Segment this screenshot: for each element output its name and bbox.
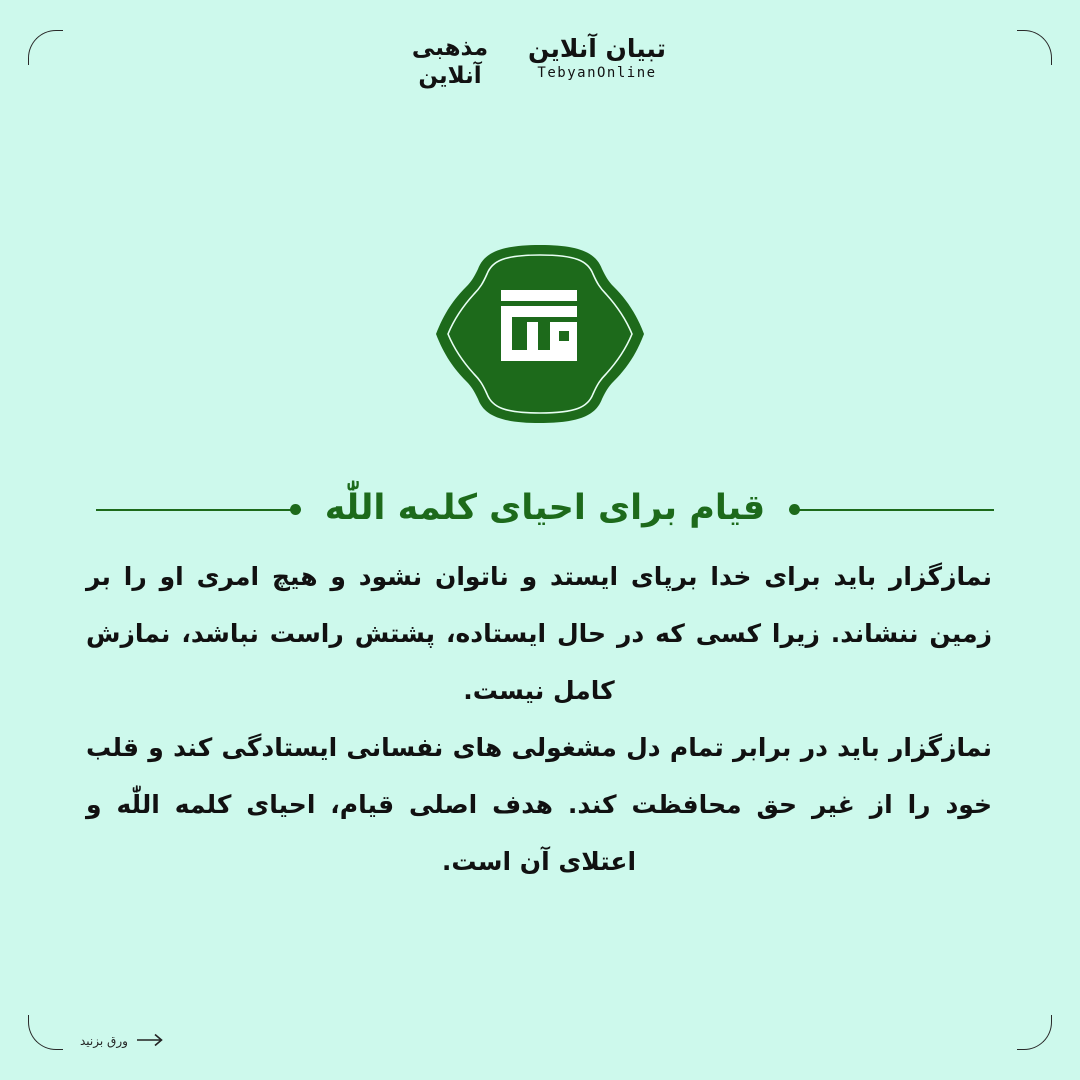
paragraph: نمازگزار باید برای خدا برپای ایستد و ناتوان نشود و هیچ امری او را بر زمین ننشاند. زیرا کسی که در حال ایستاده، پشتش راست نباشد، نمازش کامل نیست. [86, 562, 992, 705]
section-logo [400, 34, 500, 90]
brand-logo [522, 34, 672, 82]
title-divider-left [96, 509, 292, 511]
emblem [430, 243, 650, 425]
swipe-hint[interactable] [80, 1029, 164, 1053]
title-row [96, 478, 994, 538]
header [0, 30, 1080, 110]
arrow-right-icon [136, 1032, 164, 1051]
brand-logo-persian: تبیان آنلاین [527, 34, 667, 63]
title-dot-left [290, 504, 301, 515]
brand-logo-latin: TebyanOnline [537, 65, 657, 81]
title-divider-right [798, 509, 994, 511]
section-logo-line1: مذهبی [411, 35, 489, 61]
page-title: قیام برای احیای کلمه اللّٰه [324, 488, 766, 528]
body-text [86, 548, 992, 890]
paragraph: نمازگزار باید در برابر تمام دل مشغولی های نفسانی ایستادگی کند و قلب خود را از غیر حق محافظت کند. هدف اصلی قیام، احیای کلمه اللّٰه و اعتلای آن است. [86, 733, 992, 876]
section-logo-line2: آنلاین [418, 63, 482, 89]
allah-kufic-calligraphy-icon [430, 243, 650, 425]
frame-corner-bottom-right [1017, 1015, 1052, 1050]
swipe-hint-label: ورق بزنید [80, 1034, 128, 1048]
frame-corner-bottom-left [28, 1015, 63, 1050]
